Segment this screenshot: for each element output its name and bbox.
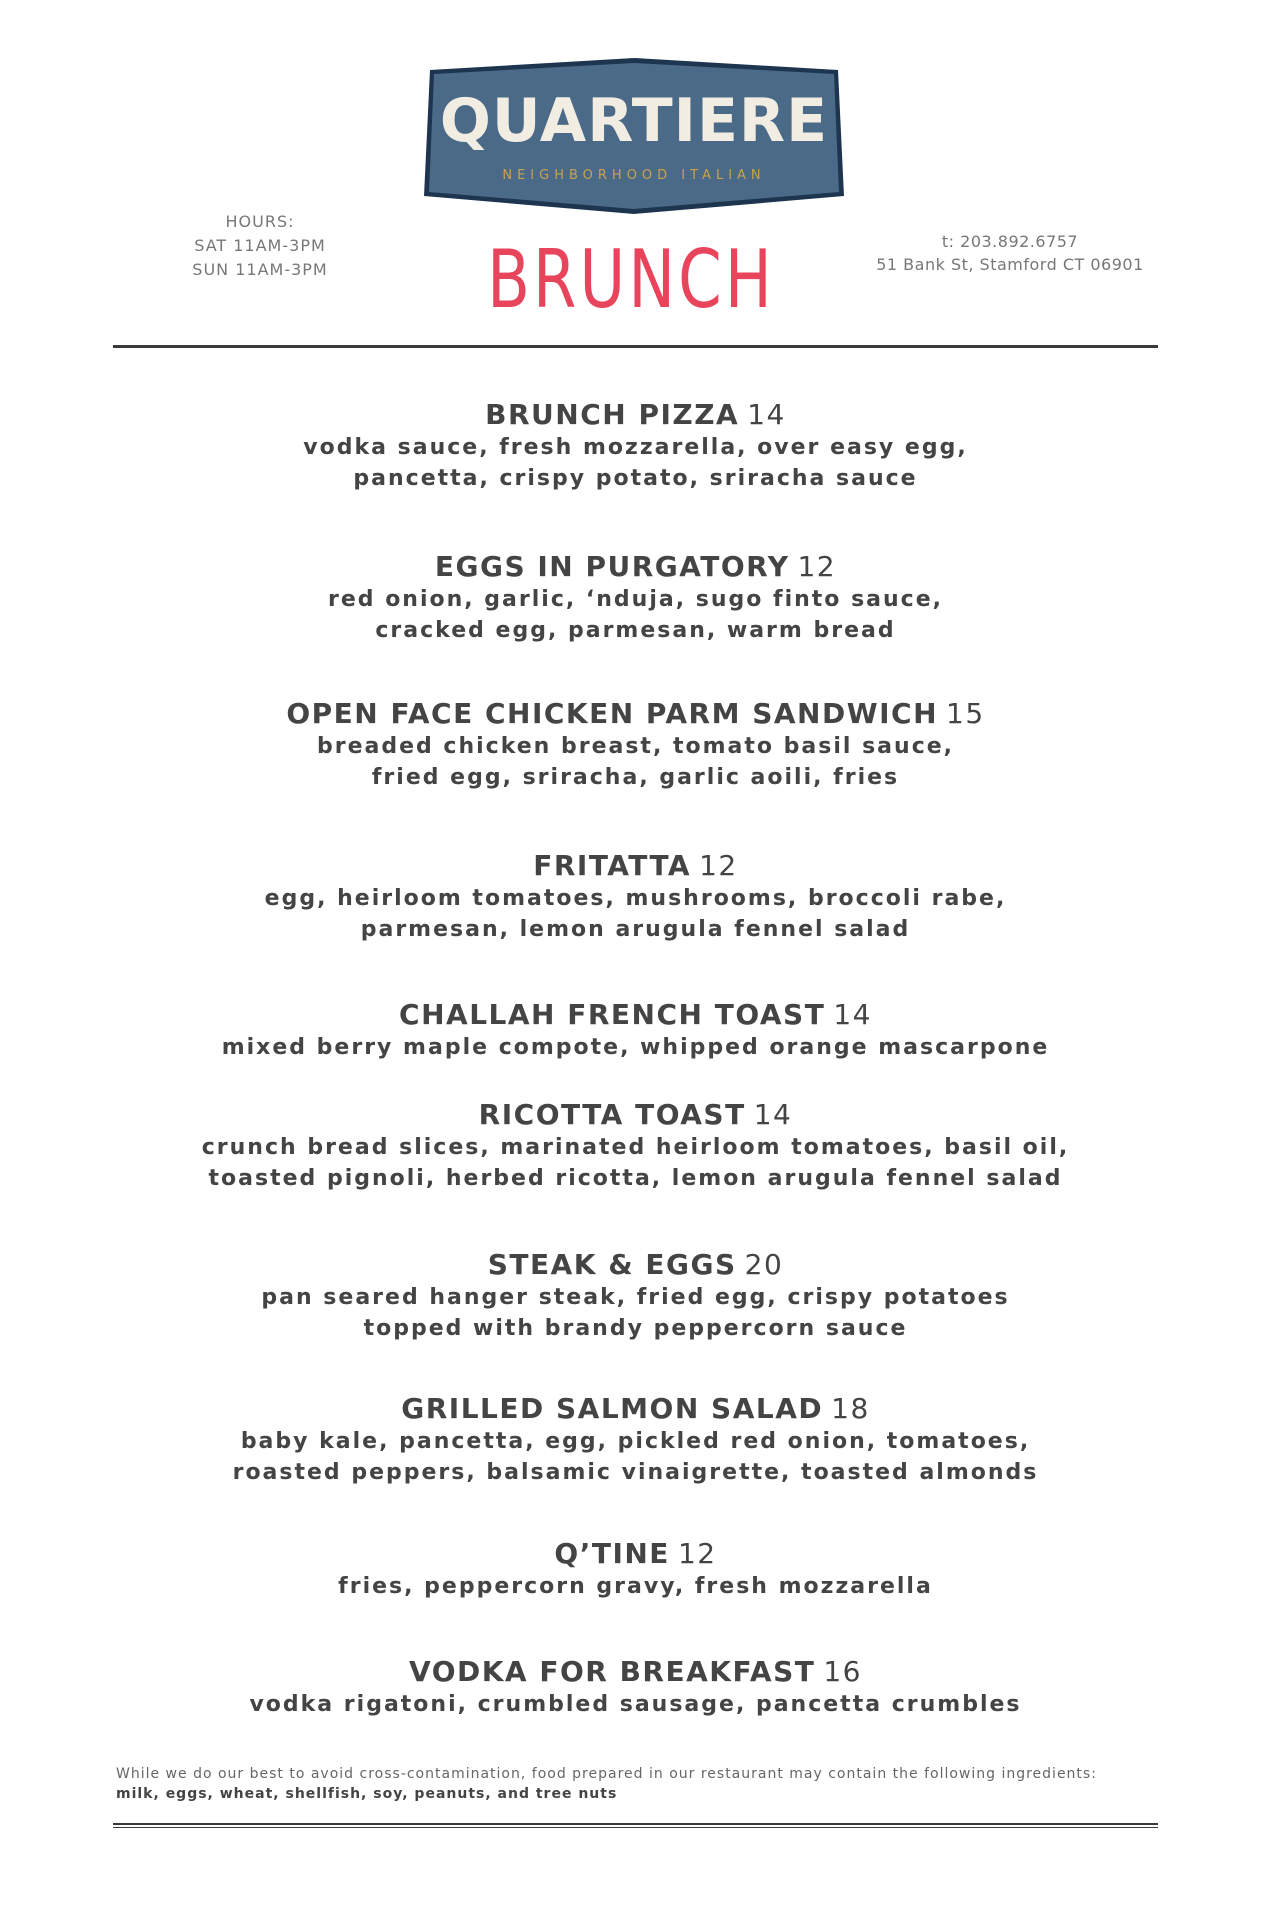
item-title xyxy=(113,849,1158,883)
allergen-list: milk, eggs, wheat, shellfish, soy, peanuts, and tree nuts xyxy=(116,1786,618,1802)
item-title xyxy=(113,1392,1158,1426)
item-title xyxy=(113,1098,1158,1132)
item-title xyxy=(113,1248,1158,1282)
item-price: 18 xyxy=(831,1392,870,1425)
logo-name: QUARTIERE xyxy=(439,86,829,156)
item-description-line: vodka sauce, fresh mozzarella, over easy egg, xyxy=(303,435,968,460)
item-description-line: fries, peppercorn gravy, fresh mozzarella xyxy=(338,1574,933,1599)
item-name: EGGS IN PURGATORY xyxy=(434,550,790,583)
menu-item xyxy=(113,998,1158,1063)
item-name: CHALLAH FRENCH TOAST xyxy=(399,998,826,1031)
item-description-line: pancetta, crispy potato, sriracha sauce xyxy=(353,466,918,491)
allergen-notice xyxy=(116,1764,1156,1804)
item-title xyxy=(113,1655,1158,1689)
menu-items xyxy=(113,0,1158,1920)
item-description-line: toasted pignoli, herbed ricotta, lemon arugula fennel salad xyxy=(208,1166,1063,1191)
item-title xyxy=(113,998,1158,1032)
allergen-notice-text: While we do our best to avoid cross-contamination, food prepared in our restaurant may contain the following ingredients: xyxy=(116,1766,1097,1782)
phone-number: t: 203.892.6757 xyxy=(941,232,1079,251)
item-description-line: crunch bread slices, marinated heirloom tomatoes, basil oil, xyxy=(201,1135,1070,1160)
menu-item xyxy=(113,1098,1158,1194)
item-description-line: breaded chicken breast, tomato basil sauce, xyxy=(316,734,955,759)
item-name: BRUNCH PIZZA xyxy=(485,398,740,431)
menu-item xyxy=(113,849,1158,945)
item-title xyxy=(113,697,1158,731)
menu-item xyxy=(113,398,1158,494)
item-description-line: parmesan, lemon arugula fennel salad xyxy=(360,917,911,942)
item-name: RICOTTA TOAST xyxy=(478,1098,746,1131)
item-description-line: vodka rigatoni, crumbled sausage, pancetta crumbles xyxy=(249,1692,1022,1717)
menu-item xyxy=(113,1248,1158,1344)
menu-item xyxy=(113,1392,1158,1488)
address: 51 Bank St, Stamford CT 06901 xyxy=(876,255,1144,274)
item-title xyxy=(113,398,1158,432)
item-price: 20 xyxy=(744,1248,784,1281)
item-description-line: pan seared hanger steak, fried egg, crispy potatoes xyxy=(261,1285,1010,1310)
item-price: 16 xyxy=(823,1655,862,1688)
item-price: 14 xyxy=(747,398,786,431)
hours-sunday: SUN 11AM-3PM xyxy=(192,260,328,279)
item-name: FRITATTA xyxy=(533,849,692,882)
item-name: OPEN FACE CHICKEN PARM SANDWICH xyxy=(286,697,939,730)
item-price: 12 xyxy=(677,1537,717,1570)
item-title xyxy=(113,550,1158,584)
item-description-line: roasted peppers, balsamic vinaigrette, toasted almonds xyxy=(232,1460,1039,1485)
menu-title: BRUNCH xyxy=(487,233,775,326)
hours-label: HOURS: xyxy=(225,212,295,231)
item-description-line: mixed berry maple compote, whipped orange mascarpone xyxy=(221,1035,1050,1060)
item-price: 14 xyxy=(753,1098,793,1131)
menu-item xyxy=(113,1537,1158,1602)
item-price: 15 xyxy=(946,697,985,730)
item-price: 14 xyxy=(833,998,872,1031)
menu-item xyxy=(113,550,1158,646)
item-description-line: egg, heirloom tomatoes, mushrooms, broccoli rabe, xyxy=(264,886,1007,911)
item-description-line: topped with brandy peppercorn sauce xyxy=(363,1316,908,1341)
hours-saturday: SAT 11AM-3PM xyxy=(194,236,326,255)
item-description-line: cracked egg, parmesan, warm bread xyxy=(375,618,896,643)
item-price: 12 xyxy=(797,550,837,583)
item-name: GRILLED SALMON SALAD xyxy=(401,1392,824,1425)
menu-item xyxy=(113,1655,1158,1720)
item-title xyxy=(113,1537,1158,1571)
footer-divider xyxy=(113,1823,1158,1828)
item-description-line: fried egg, sriracha, garlic aoili, fries xyxy=(371,765,900,790)
menu-item xyxy=(113,697,1158,793)
item-description-line: baby kale, pancetta, egg, pickled red onion, tomatoes, xyxy=(240,1429,1031,1454)
logo-tagline: NEIGHBORHOOD ITALIAN xyxy=(502,168,766,183)
item-price: 12 xyxy=(699,849,738,882)
item-description-line: red onion, garlic, ‘nduja, sugo finto sauce, xyxy=(328,587,943,612)
item-name: STEAK & EGGS xyxy=(487,1248,737,1281)
item-name: Q’TINE xyxy=(554,1537,670,1570)
item-name: VODKA FOR BREAKFAST xyxy=(409,1655,816,1688)
